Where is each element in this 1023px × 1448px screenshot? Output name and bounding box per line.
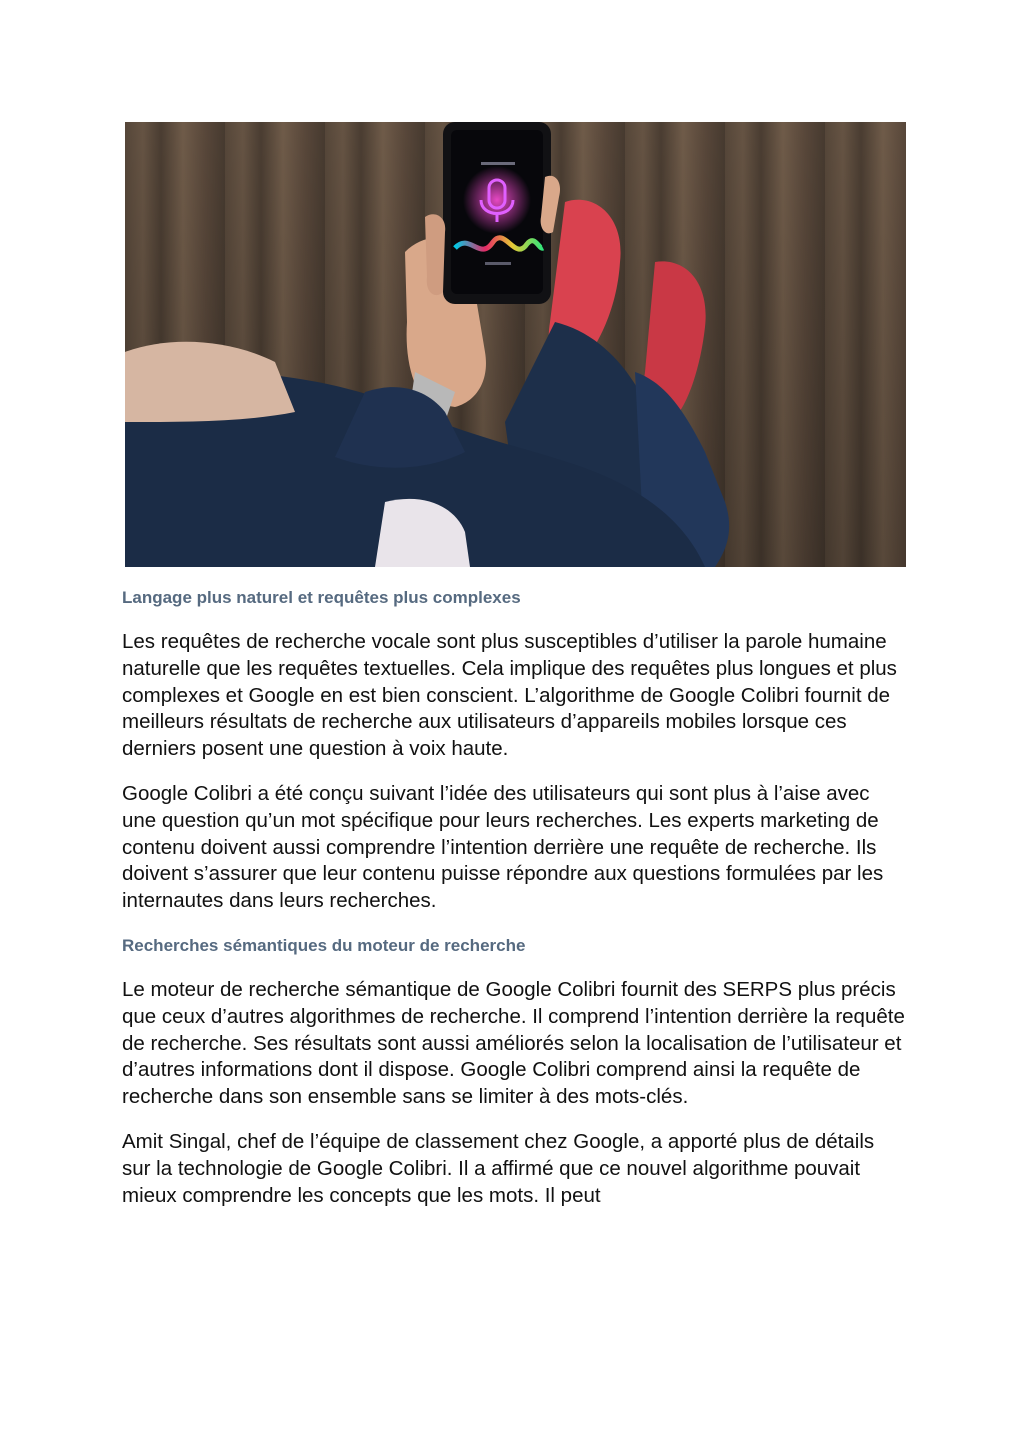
section-heading: Langage plus naturel et requêtes plus complexes xyxy=(122,588,521,607)
body-paragraph: Le moteur de recherche sémantique de Google Colibri fournit des SERPS plus précis que ceux d’autres algorithmes de recherche. Il comprend l’intention derrière la requête de recherche. Ses résultats sont aussi améliorés selon la localisation de l’utilisateur et d’autres informations dont il dispose. Google Colibri comprend ainsi la requête de recherche dans son ensemble sans se limiter à des mots-clés. xyxy=(122,977,905,1109)
voice-search-photo xyxy=(125,122,906,567)
body-paragraph: Les requêtes de recherche vocale sont plus susceptibles d’utiliser la parole humaine naturelle que les requêtes textuelles. Cela implique des requêtes plus longues et plus complexes et Google en est bien conscient. L’algorithme de Google Colibri fournit de meilleurs résultats de recherche aux utilisateurs d’appareils mobiles lorsque ces derniers posent une question à voix haute. xyxy=(122,630,897,761)
section-heading: Recherches sémantiques du moteur de recherche xyxy=(122,935,526,955)
body-paragraph: Amit Singal, chef de l’équipe de classement chez Google, a apporté plus de détails sur la technologie de Google Colibri. Il a affirmé que ce nouvel algorithme pouvait mieux comprendre les concepts que les mots. Il peut xyxy=(122,1129,875,1207)
photo-illustration xyxy=(125,122,906,567)
document-page xyxy=(122,122,907,1209)
body-paragraph: Google Colibri a été conçu suivant l’idée des utilisateurs qui sont plus à l’aise avec une question qu’un mot spécifique pour leurs recherches. Les experts marketing de contenu doivent aussi comprendre l’intention derrière une requête de recherche. Ils doivent s’assurer que leur contenu puisse répondre aux questions formulées par les internautes dans leurs recherches. xyxy=(122,781,884,913)
